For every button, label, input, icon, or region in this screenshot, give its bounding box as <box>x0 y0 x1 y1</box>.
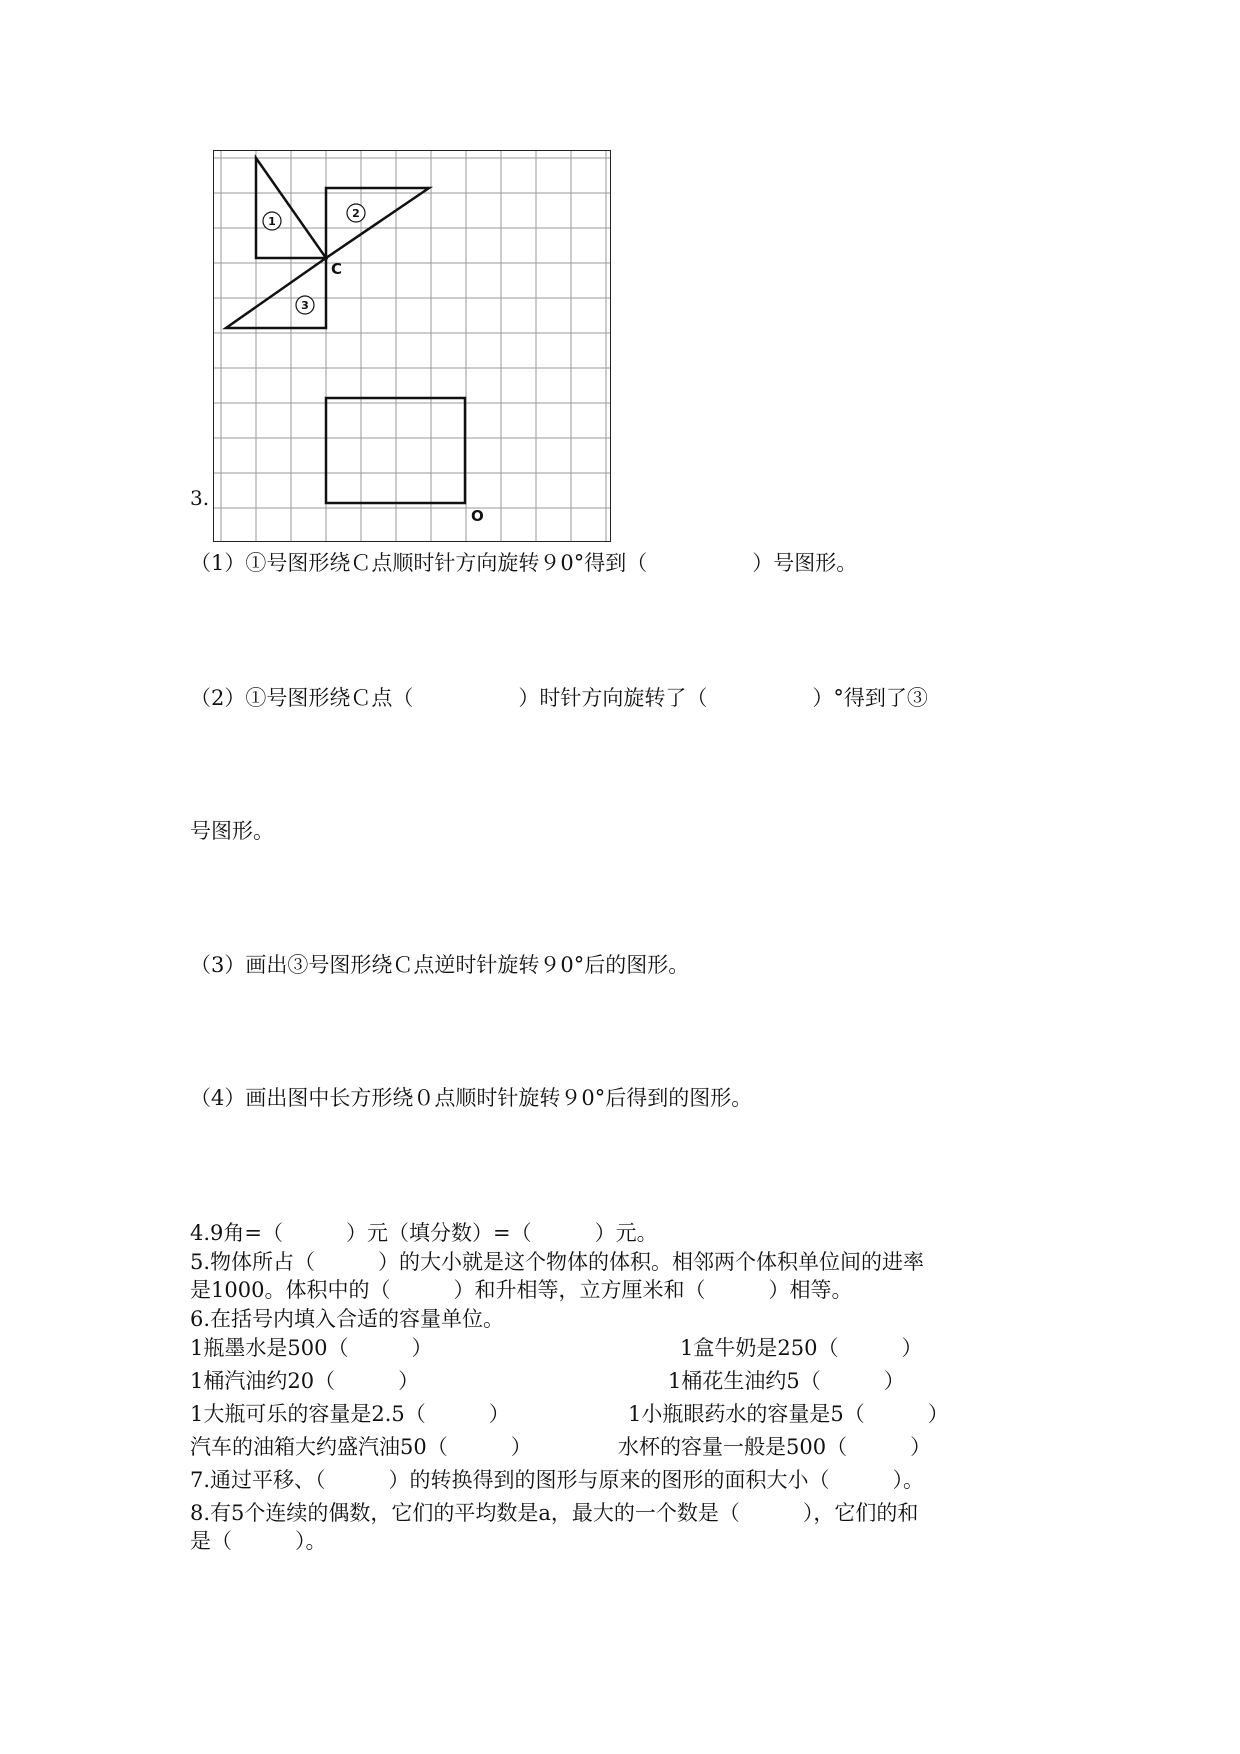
question-7: 7.通过平移、（ ）的转换得到的图形与原来的图形的面积大小（ ）。 <box>190 1468 925 1492</box>
grid-lines <box>214 151 610 541</box>
svg-text:2: 2 <box>352 207 360 220</box>
question-4: 4.9角=（ ）元（填分数）=（ ）元。 <box>190 1221 658 1245</box>
rotation-grid-figure <box>213 150 611 542</box>
q3-part-1: （1）①号图形绕Ｃ点顺时针方向旋转９0°得到（ ）号图形。 <box>190 551 858 575</box>
grid-svg <box>214 151 610 541</box>
svg-text:3: 3 <box>301 299 309 312</box>
question-8-line-2: 是（ ）。 <box>190 1529 327 1553</box>
triangle-2 <box>326 188 429 258</box>
question-8-line-1: 8.有5个连续的偶数，它们的平均数是a，最大的一个数是（ ），它们的和 <box>190 1501 919 1525</box>
q6-item-2-left: 1桶汽油约20（ ） <box>190 1369 420 1393</box>
point-c-label: C <box>331 260 343 278</box>
q3-part-4: （4）画出图中长方形绕０点顺时针旋转９0°后得到的图形。 <box>190 1086 753 1110</box>
q6-item-3-right: 1小瓶眼药水的容量是5（ ） <box>628 1402 949 1426</box>
q6-item-3-left: 1大瓶可乐的容量是2.5（ ） <box>190 1402 510 1426</box>
question-3-number: 3. <box>190 486 210 510</box>
q6-item-1-left: 1瓶墨水是500（ ） <box>190 1336 433 1360</box>
q3-part-3: （3）画出③号图形绕Ｃ点逆时针旋转９0°后的图形。 <box>190 953 690 977</box>
label-circle-1 <box>263 212 281 230</box>
svg-text:1: 1 <box>268 215 276 228</box>
q6-item-2-right: 1桶花生油约5（ ） <box>668 1369 905 1393</box>
label-circle-3 <box>296 296 314 314</box>
q3-part-2-line-1: （2）①号图形绕Ｃ点（ ）时针方向旋转了（ ）°得到了③ <box>190 686 928 710</box>
q6-item-4-right: 水杯的容量一般是500（ ） <box>618 1435 932 1459</box>
question-5-line-1: 5.物体所占（ ）的大小就是这个物体的体积。相邻两个体积单位间的进率 <box>190 1250 925 1274</box>
label-circle-2 <box>347 204 365 222</box>
q3-part-2-line-2: 号图形。 <box>190 819 274 843</box>
question-5-line-2: 是1000。体积中的（ ）和升相等，立方厘米和（ ）相等。 <box>190 1278 853 1302</box>
q6-item-4-left: 汽车的油箱大约盛汽油50（ ） <box>190 1435 532 1459</box>
question-6: 6.在括号内填入合适的容量单位。 <box>190 1307 505 1331</box>
triangle-3 <box>226 258 326 328</box>
q6-item-1-right: 1盒牛奶是250（ ） <box>680 1336 923 1360</box>
point-o-label: O <box>471 507 484 525</box>
